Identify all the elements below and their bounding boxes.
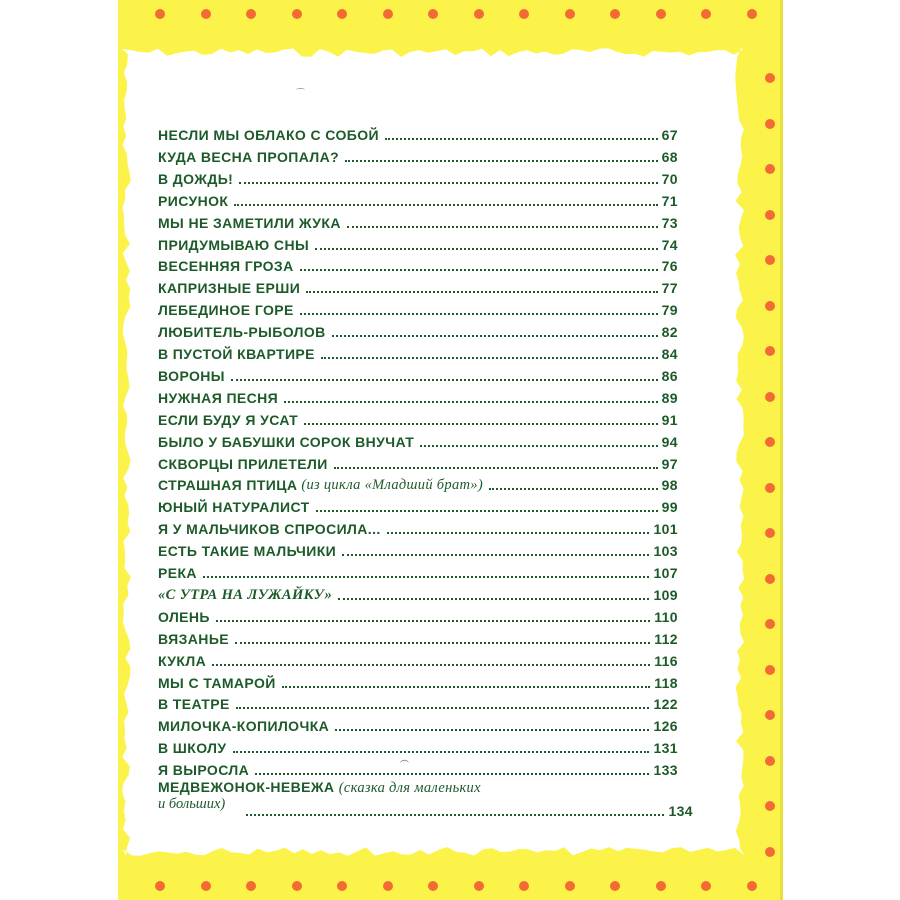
toc-entry xyxy=(158,190,678,210)
toc-page-number: 98 xyxy=(661,477,678,494)
dot-leader xyxy=(338,597,649,600)
toc-entry xyxy=(158,168,678,188)
toc-entry xyxy=(158,584,678,604)
toc-entry-title: МЫ НЕ ЗАМЕТИЛИ ЖУКА xyxy=(158,214,341,231)
toc-entry-title xyxy=(158,778,481,797)
dot-leader xyxy=(282,685,650,688)
toc-page-number: 89 xyxy=(661,389,678,406)
dot-leader xyxy=(345,159,658,162)
dot-leader xyxy=(342,553,649,556)
toc-entry xyxy=(158,496,678,516)
toc-entry-title: СТРАШНАЯ ПТИЦА xyxy=(158,477,298,494)
toc-entry xyxy=(158,518,678,538)
dot-leader xyxy=(212,663,650,666)
toc-page-number: 82 xyxy=(661,324,678,341)
dot-leader xyxy=(332,334,658,337)
toc-entry-title: МЫ С ТАМАРОЙ xyxy=(158,674,276,691)
toc-entry xyxy=(158,562,678,582)
toc-page-number: 103 xyxy=(653,543,678,560)
dot-leader xyxy=(300,312,658,315)
toc-entry xyxy=(158,606,678,626)
toc-page-number: 73 xyxy=(661,214,678,231)
toc-page-number: 91 xyxy=(661,411,678,428)
toc-page-number: 74 xyxy=(661,236,678,253)
toc-page-number: 77 xyxy=(661,280,678,297)
toc-entry-title: БЫЛО У БАБУШКИ СОРОК ВНУЧАТ xyxy=(158,433,415,450)
toc-entry xyxy=(158,321,678,341)
toc-page-number: 134 xyxy=(668,803,693,819)
dot-leader xyxy=(315,247,658,250)
toc-entry-subtitle: (из цикла «Младший брат») xyxy=(297,477,483,494)
dot-leader xyxy=(216,619,650,622)
toc-page-number: 133 xyxy=(653,762,678,779)
toc-page-number: 68 xyxy=(661,148,678,165)
toc-entry-title: ЛЮБИТЕЛЬ-РЫБОЛОВ xyxy=(158,324,326,341)
last-entry-continuation: и больших) xyxy=(158,796,226,812)
dot-leader xyxy=(233,750,650,753)
toc-entry xyxy=(158,453,678,473)
toc-entry xyxy=(158,343,678,363)
toc-entry xyxy=(158,431,678,451)
toc-page-number: 118 xyxy=(654,674,678,691)
toc-page-number: 67 xyxy=(661,127,678,143)
last-entry-page-row xyxy=(240,800,693,820)
dot-leader xyxy=(489,487,658,490)
toc-entry xyxy=(158,277,678,297)
dot-leader xyxy=(236,706,650,709)
toc-page-number: 99 xyxy=(661,499,678,516)
toc-page-number: 107 xyxy=(653,565,678,581)
toc-entry-title: КУДА ВЕСНА ПРОПАЛА? xyxy=(158,148,340,165)
toc-page-number: 76 xyxy=(661,258,678,275)
dot-leader xyxy=(246,813,664,816)
dot-leader xyxy=(335,728,649,731)
dot-leader xyxy=(203,575,650,578)
dot-leader xyxy=(304,422,658,425)
toc-page-number: 110 xyxy=(654,608,678,625)
dot-leader xyxy=(255,772,649,775)
toc-entry-title: ВОРОНЫ xyxy=(158,367,225,384)
toc-entry-title: КУКЛА xyxy=(158,652,207,669)
toc-entry-title: «С УТРА НА ЛУЖАЙКУ» xyxy=(158,586,333,603)
toc-entry-title: РЕКА xyxy=(158,565,197,581)
dot-leader xyxy=(385,137,658,140)
toc-entry-title: НЕСЛИ МЫ ОБЛАКО С СОБОЙ xyxy=(158,127,379,143)
toc-entry xyxy=(158,387,678,407)
toc-entry-last xyxy=(158,777,678,797)
dot-leader xyxy=(239,181,657,184)
toc-page-number: 122 xyxy=(653,696,678,713)
toc-page-number: 126 xyxy=(653,718,678,735)
toc-entry xyxy=(158,255,678,275)
toc-entry xyxy=(158,146,678,166)
dot-leader xyxy=(334,466,658,469)
toc-page-number: 101 xyxy=(653,521,678,538)
toc-page-number: 97 xyxy=(661,455,678,472)
toc-entry xyxy=(158,715,678,735)
toc-entry-title: В ШКОЛУ xyxy=(158,740,227,757)
toc-entry-title: ОЛЕНЬ xyxy=(158,608,210,625)
scan-speck: ⌒ xyxy=(296,88,306,98)
last-entry-subtitle: (сказка для маленьких xyxy=(338,780,481,796)
dot-leader xyxy=(234,203,657,206)
toc-page-number: 86 xyxy=(661,367,678,384)
toc-page-number: 116 xyxy=(654,652,678,669)
dot-leader xyxy=(316,509,658,512)
toc-entry-title: НУЖНАЯ ПЕСНЯ xyxy=(158,389,279,406)
toc-entry xyxy=(158,693,678,713)
toc-entry xyxy=(158,299,678,319)
toc-entry-title: СКВОРЦЫ ПРИЛЕТЕЛИ xyxy=(158,455,328,472)
toc-entry-title: РИСУНОК xyxy=(158,192,229,209)
toc-entry-title: ВЯЗАНЬЕ xyxy=(158,630,230,647)
dot-leader xyxy=(284,400,657,403)
toc-entry xyxy=(158,124,678,144)
dot-leader xyxy=(300,268,658,271)
toc-entry-title: ЛЕБЕДИНОЕ ГОРЕ xyxy=(158,302,294,319)
toc-entry-title: Я ВЫРОСЛА xyxy=(158,762,250,779)
toc-page-number: 79 xyxy=(661,302,678,319)
dot-leader xyxy=(231,378,658,381)
toc-page-number: 84 xyxy=(661,346,678,362)
toc-page-number: 94 xyxy=(661,433,678,450)
toc-entry xyxy=(158,672,678,692)
toc-page-number: 109 xyxy=(653,586,678,603)
toc-entry-title: В ПУСТОЙ КВАРТИРЕ xyxy=(158,346,315,362)
toc-entry-title: ЕСЛИ БУДУ Я УСАТ xyxy=(158,411,299,428)
toc-entry-title: ВЕСЕННЯЯ ГРОЗА xyxy=(158,258,294,275)
toc-entry xyxy=(158,540,678,560)
scan-speck: ︵ xyxy=(400,754,410,764)
toc-entry-title: ПРИДУМЫВАЮ СНЫ xyxy=(158,236,310,253)
toc-entry xyxy=(158,212,678,232)
toc-entry xyxy=(158,474,678,494)
dot-leader xyxy=(347,225,658,228)
toc-page-number: 71 xyxy=(661,192,678,209)
last-entry-title-text: МЕДВЕЖОНОК-НЕВЕЖА xyxy=(158,779,335,795)
toc-entry xyxy=(158,737,678,757)
toc-page-number: 131 xyxy=(653,740,678,757)
toc-entry xyxy=(158,234,678,254)
toc-page-number: 112 xyxy=(654,630,678,647)
toc-page-number: 70 xyxy=(661,170,678,187)
toc-entry-title: В ДОЖДЬ! xyxy=(158,170,234,187)
dot-leader xyxy=(235,641,650,644)
toc-entry-title: МИЛОЧКА-КОПИЛОЧКА xyxy=(158,718,330,735)
toc-entry xyxy=(158,650,678,670)
dot-leader xyxy=(321,356,658,359)
toc-entry-title: ЮНЫЙ НАТУРАЛИСТ xyxy=(158,499,310,516)
toc-entry-title: Я У МАЛЬЧИКОВ СПРОСИЛА... xyxy=(158,521,381,538)
dot-leader xyxy=(306,290,657,293)
toc-entry-title: КАПРИЗНЫЕ ЕРШИ xyxy=(158,280,301,297)
toc-entry-title: В ТЕАТРЕ xyxy=(158,696,230,713)
toc-entry xyxy=(158,409,678,429)
toc-entry-title: ЕСТЬ ТАКИЕ МАЛЬЧИКИ xyxy=(158,543,337,560)
toc-entry xyxy=(158,365,678,385)
toc-entry xyxy=(158,628,678,648)
dot-leader xyxy=(420,444,657,447)
dot-leader xyxy=(387,531,650,534)
